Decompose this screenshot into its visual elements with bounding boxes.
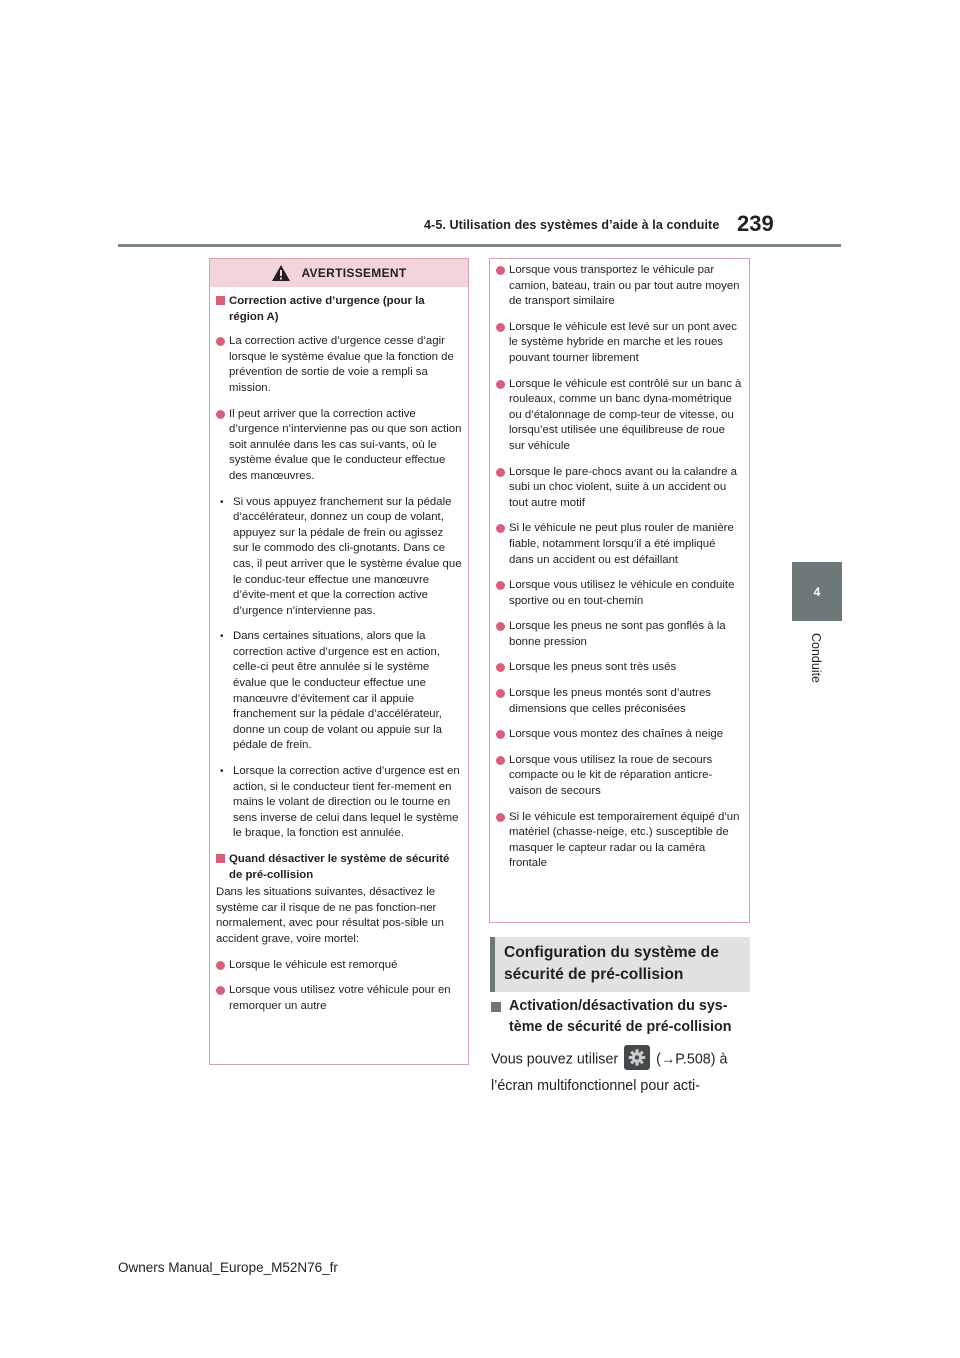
subsection-heading: Activation/désactivation du sys-tème de sécurité de pré-collision: [491, 996, 753, 1038]
warning-bullet: Lorsque les pneus sont très usés: [496, 660, 743, 676]
settings-gear-icon: [624, 1045, 650, 1070]
running-header-title: 4-5. Utilisation des systèmes d’aide à la conduite: [424, 218, 720, 232]
chapter-label-text: Conduite: [809, 632, 824, 684]
chapter-tab: [792, 562, 842, 621]
warning-section-heading: Correction active d’urgence (pour la région A): [216, 294, 462, 325]
page-number: 239: [737, 211, 774, 236]
header-divider: [118, 244, 841, 247]
chapter-number: 4: [813, 584, 821, 599]
body-text-fragment: Vous pouvez utiliser: [491, 1051, 619, 1068]
section-title: Configuration du système de sécurité de pré-collision: [504, 944, 719, 983]
warning-paragraph: Dans les situations suivantes, désactivez le système car il risque de ne pas fonction-ner normalement, avec pour résultat pos-sible un accident grave, voire mortel:: [216, 886, 444, 945]
warning-bullet: Lorsque le véhicule est contrôlé sur un banc à rouleaux, comme un banc dyna-mométrique ou d’étalonnage de comp-teur de vitesse, ou lorsqu’est utilisée une équilibreuse de roue sur véhicule: [496, 377, 743, 455]
warning-bullet: Lorsque vous utilisez votre véhicule pour en remorquer un autre: [216, 983, 462, 1014]
warning-body-right: [490, 259, 749, 872]
warning-section-heading: Quand désactiver le système de sécurité de pré-collision: [216, 852, 462, 883]
warning-triangle-icon: [271, 264, 291, 282]
warning-bullet: Lorsque vous montez des chaînes à neige: [496, 727, 743, 743]
warning-bullet: Lorsque le véhicule est remorqué: [216, 958, 462, 974]
warning-sub-item: • Si vous appuyez franchement sur la pédale d’accélérateur, donnez un coup de volant, appuyez sur la pédale de frein ou agissez sur le commodo des cli-gnotants. Dans ce cas, il peut arriver que le système évalue que le conduc-teur effectue une manœuvre d’évite-ment et que la correction active d’urgence n’intervienne pas.: [216, 495, 462, 620]
warning-bullet: Lorsque vous transportez le véhicule par camion, bateau, train ou par tout autre moyen de transport similaire: [496, 263, 743, 310]
page-reference: (→P.508) à: [656, 1051, 728, 1068]
section-heading-box: [490, 937, 750, 992]
warning-bullet: La correction active d’urgence cesse d’agir lorsque le système évalue que la fonction de prévention de sortie de voie a rempli sa mission.: [216, 334, 462, 396]
warning-bullet: Lorsque vous utilisez le véhicule en conduite sportive ou en tout-chemin: [496, 578, 743, 609]
warning-box-right: [489, 258, 750, 923]
chapter-label: [808, 630, 824, 686]
warning-bullet: Lorsque le véhicule est levé sur un pont avec le système hybride en marche et les roues pouvant tourner librement: [496, 320, 743, 367]
body-text-line: l’écran multifonctionnel pour acti-: [491, 1078, 700, 1094]
warning-sub-item: • Lorsque la correction active d’urgence est en action, si le conducteur tient fer-mement en mains le volant de direction ou le tourne en sens inverse de celui dans lequel le système le braque, la fonction est annulée.: [216, 764, 462, 842]
body-text-line: [491, 1047, 727, 1072]
warning-bullet: Lorsque le pare-chocs avant ou la calandre a subi un choc violent, suite à un accident ou tout autre motif: [496, 465, 743, 512]
warning-bullet: Lorsque vous utilisez la roue de secours compacte ou le kit de réparation anticre-vaison de secours: [496, 753, 743, 800]
warning-title: AVERTISSEMENT: [301, 266, 407, 280]
warning-body-left: [210, 287, 468, 1014]
warning-box-left: [209, 258, 469, 1065]
warning-bullet: Si le véhicule ne peut plus rouler de manière fiable, notamment lorsqu’il a été impliqué dans un accident ou est défaillant: [496, 521, 743, 568]
warning-bullet: Si le véhicule est temporairement équipé d’un matériel (chasse-neige, etc.) susceptible de masquer le capteur radar ou la caméra frontale: [496, 810, 743, 872]
warning-bullet: Lorsque les pneus ne sont pas gonflés à la bonne pression: [496, 619, 743, 650]
warning-bullet: Il peut arriver que la correction active d’urgence n’intervienne pas ou que son action soit annulée dans les cas sui-vants, où le système évalue que le conducteur effectue des manœuvres.: [216, 407, 462, 485]
warning-header: [210, 259, 468, 287]
warning-bullet: Lorsque les pneus montés sont d’autres dimensions que celles préconisées: [496, 686, 743, 717]
footer-manual-id: Owners Manual_Europe_M52N76_fr: [118, 1260, 338, 1275]
warning-sub-item: • Dans certaines situations, alors que la correction active d’urgence est en action, celle-ci peut être annulée si le système évalue que le conducteur effectue une manœuvre d’évitement car il appuie franchement sur la pédale d’accélérateur, donne un coup de volant ou appuie sur la pédale de frein.: [216, 629, 462, 754]
